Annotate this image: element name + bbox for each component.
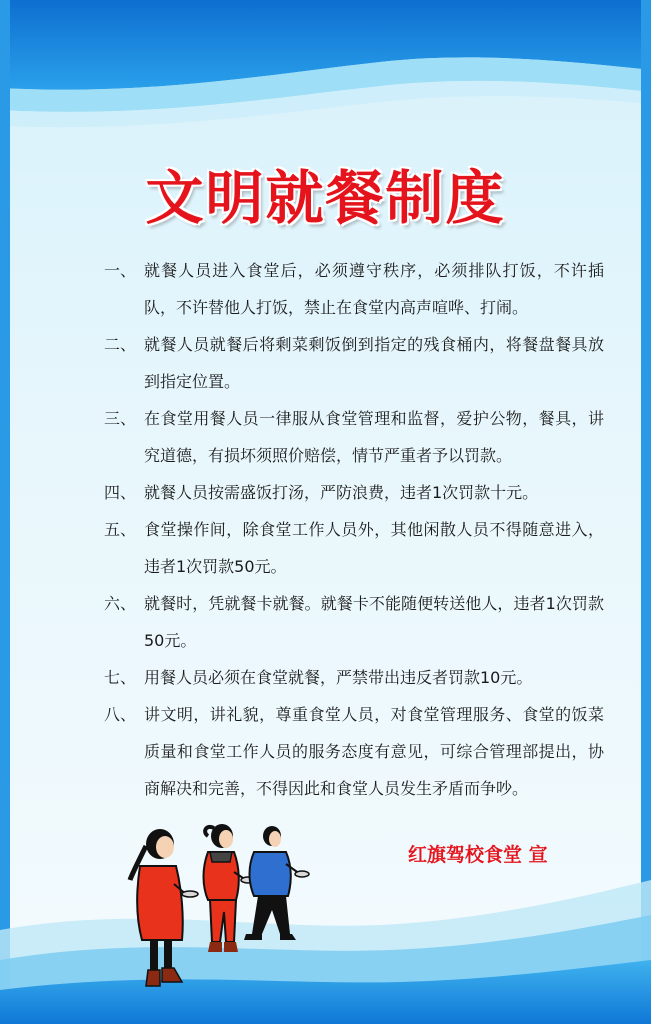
rules-list [104,252,604,807]
person-red-coat-icon [130,829,198,986]
rule-text: 讲文明，讲礼貌，尊重食堂人员，对食堂管理服务、食堂的饭菜质量和食堂工作人员的服务态度有意见，可综合管理部提出，协商解决和完善，不得因此和食堂人员发生矛盾而争吵。 [144,705,604,798]
rule-item [104,696,604,807]
rule-item [104,474,604,511]
rule-text: 在食堂用餐人员一律服从食堂管理和监督，爱护公物，餐具，讲究道德，有损坏须照价赔偿，情节严重者予以罚款。 [144,409,604,465]
rule-text: 用餐人员必须在食堂就餐，严禁带出违反者罚款10元。 [144,668,533,687]
people-queue-illustration [118,822,318,1002]
rule-number: 四、 [104,483,137,502]
signature: 红旗驾校食堂 宣 [408,844,548,866]
rule-number: 二、 [104,335,137,354]
rule-number: 八、 [104,705,137,724]
rule-item [104,511,604,585]
rule-text: 就餐人员按需盛饭打汤，严防浪费，违者1次罚款十元。 [144,483,539,502]
rule-text: 就餐时，凭就餐卡就餐。就餐卡不能随便转送他人，违者1次罚款50元。 [144,594,604,650]
rule-text: 就餐人员进入食堂后，必须遵守秩序，必须排队打饭，不许插队，不许替他人打饭，禁止在食堂内高声喧哗、打闹。 [144,261,604,317]
rule-text: 食堂操作间，除食堂工作人员外，其他闲散人员不得随意进入，违者1次罚款50元。 [144,520,604,576]
rule-item [104,585,604,659]
rule-number: 三、 [104,409,137,428]
person-blue-shirt-icon [244,826,309,940]
person-ponytail-icon [204,824,256,952]
rule-item [104,659,604,696]
page-title: 文明就餐制度 [145,163,506,232]
rule-item [104,252,604,326]
rule-number: 一、 [104,261,137,280]
rule-item [104,400,604,474]
rule-number: 五、 [104,520,137,539]
rule-number: 六、 [104,594,137,613]
rule-text: 就餐人员就餐后将剩菜剩饭倒到指定的残食桶内，将餐盘餐具放到指定位置。 [144,335,604,391]
rule-item [104,326,604,400]
rule-number: 七、 [104,668,137,687]
